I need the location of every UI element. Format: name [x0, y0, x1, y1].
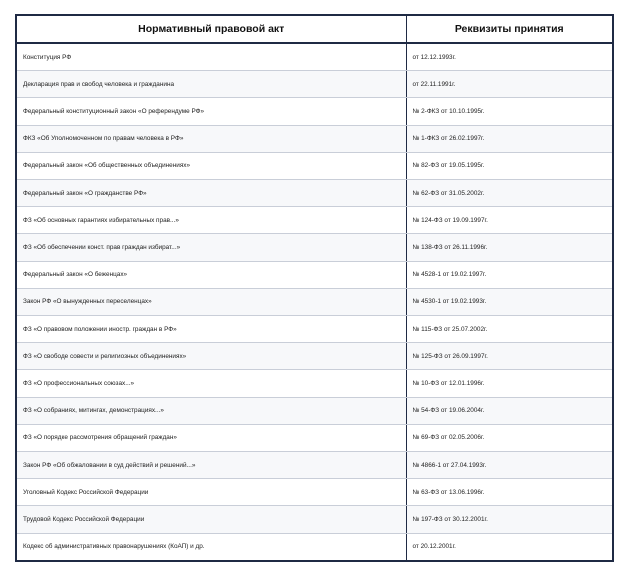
table-row	[17, 397, 612, 424]
cell-act: Федеральный конституционный закон «О референдуме РФ»	[17, 98, 406, 125]
table-row	[17, 343, 612, 370]
cell-details: № 124-ФЗ от 19.09.1997г.	[406, 207, 612, 234]
table-row	[17, 152, 612, 179]
cell-details: № 125-ФЗ от 26.09.1997г.	[406, 343, 612, 370]
table-row	[17, 261, 612, 288]
cell-act: Федеральный закон «О беженцах»	[17, 261, 406, 288]
table-header	[17, 16, 612, 43]
table-row	[17, 506, 612, 533]
cell-details: от 22.11.1991г.	[406, 71, 612, 98]
table-row	[17, 71, 612, 98]
cell-details: № 4866-1 от 27.04.1993г.	[406, 452, 612, 479]
table-row	[17, 452, 612, 479]
table-row	[17, 43, 612, 71]
table-row	[17, 234, 612, 261]
cell-act: ФКЗ «Об Уполномоченном по правам человека в РФ»	[17, 125, 406, 152]
cell-details: № 4528-1 от 19.02.1997г.	[406, 261, 612, 288]
cell-details: от 20.12.2001г.	[406, 533, 612, 560]
header-row	[17, 16, 612, 43]
cell-act: ФЗ «О порядке рассмотрения обращений граждан»	[17, 424, 406, 451]
cell-act: Конституция РФ	[17, 43, 406, 71]
column-header-details: Реквизиты принятия	[406, 16, 612, 43]
table-row	[17, 207, 612, 234]
cell-act: Закон РФ «Об обжаловании в суд действий и решений...»	[17, 452, 406, 479]
table-row	[17, 125, 612, 152]
table-row	[17, 180, 612, 207]
table-row	[17, 479, 612, 506]
column-header-act: Нормативный правовой акт	[17, 16, 406, 43]
cell-act: Декларация прав и свобод человека и гражданина	[17, 71, 406, 98]
cell-act: ФЗ «О собраниях, митингах, демонстрациях...»	[17, 397, 406, 424]
cell-act: Федеральный закон «О гражданстве РФ»	[17, 180, 406, 207]
cell-details: № 197-ФЗ от 30.12.2001г.	[406, 506, 612, 533]
cell-act: Федеральный закон «Об общественных объединениях»	[17, 152, 406, 179]
table-row	[17, 370, 612, 397]
cell-act: ФЗ «О свободе совести и религиозных объединениях»	[17, 343, 406, 370]
table-row	[17, 533, 612, 560]
cell-details: № 4530-1 от 19.02.1993г.	[406, 288, 612, 315]
cell-details: № 10-ФЗ от 12.01.1996г.	[406, 370, 612, 397]
cell-details: № 54-ФЗ от 19.06.2004г.	[406, 397, 612, 424]
legal-acts-table	[15, 14, 614, 562]
cell-act: Трудовой Кодекс Российской Федерации	[17, 506, 406, 533]
cell-details: № 1-ФКЗ от 26.02.1997г.	[406, 125, 612, 152]
cell-act: Закон РФ «О вынужденных переселенцах»	[17, 288, 406, 315]
table-row	[17, 288, 612, 315]
cell-details: № 2-ФКЗ от 10.10.1995г.	[406, 98, 612, 125]
cell-details: № 115-ФЗ от 25.07.2002г.	[406, 316, 612, 343]
table-row	[17, 98, 612, 125]
table-row	[17, 424, 612, 451]
cell-act: Уголовный Кодекс Российской Федерации	[17, 479, 406, 506]
table-row	[17, 316, 612, 343]
cell-act: Кодекс об административных правонарушениях (КоАП) и др.	[17, 533, 406, 560]
cell-details: № 82-ФЗ от 19.05.1995г.	[406, 152, 612, 179]
cell-details: № 138-ФЗ от 26.11.1996г.	[406, 234, 612, 261]
cell-details: № 69-ФЗ от 02.05.2006г.	[406, 424, 612, 451]
cell-act: ФЗ «Об обеспечении конст. прав граждан избират...»	[17, 234, 406, 261]
legal-acts-table-grid	[17, 16, 612, 560]
cell-act: ФЗ «О правовом положении иностр. граждан в РФ»	[17, 316, 406, 343]
table-body	[17, 43, 612, 560]
cell-details: № 62-ФЗ от 31.05.2002г.	[406, 180, 612, 207]
cell-details: № 63-ФЗ от 13.06.1996г.	[406, 479, 612, 506]
cell-details: от 12.12.1993г.	[406, 43, 612, 71]
cell-act: ФЗ «О профессиональных союзах...»	[17, 370, 406, 397]
cell-act: ФЗ «Об основных гарантиях избирательных прав...»	[17, 207, 406, 234]
